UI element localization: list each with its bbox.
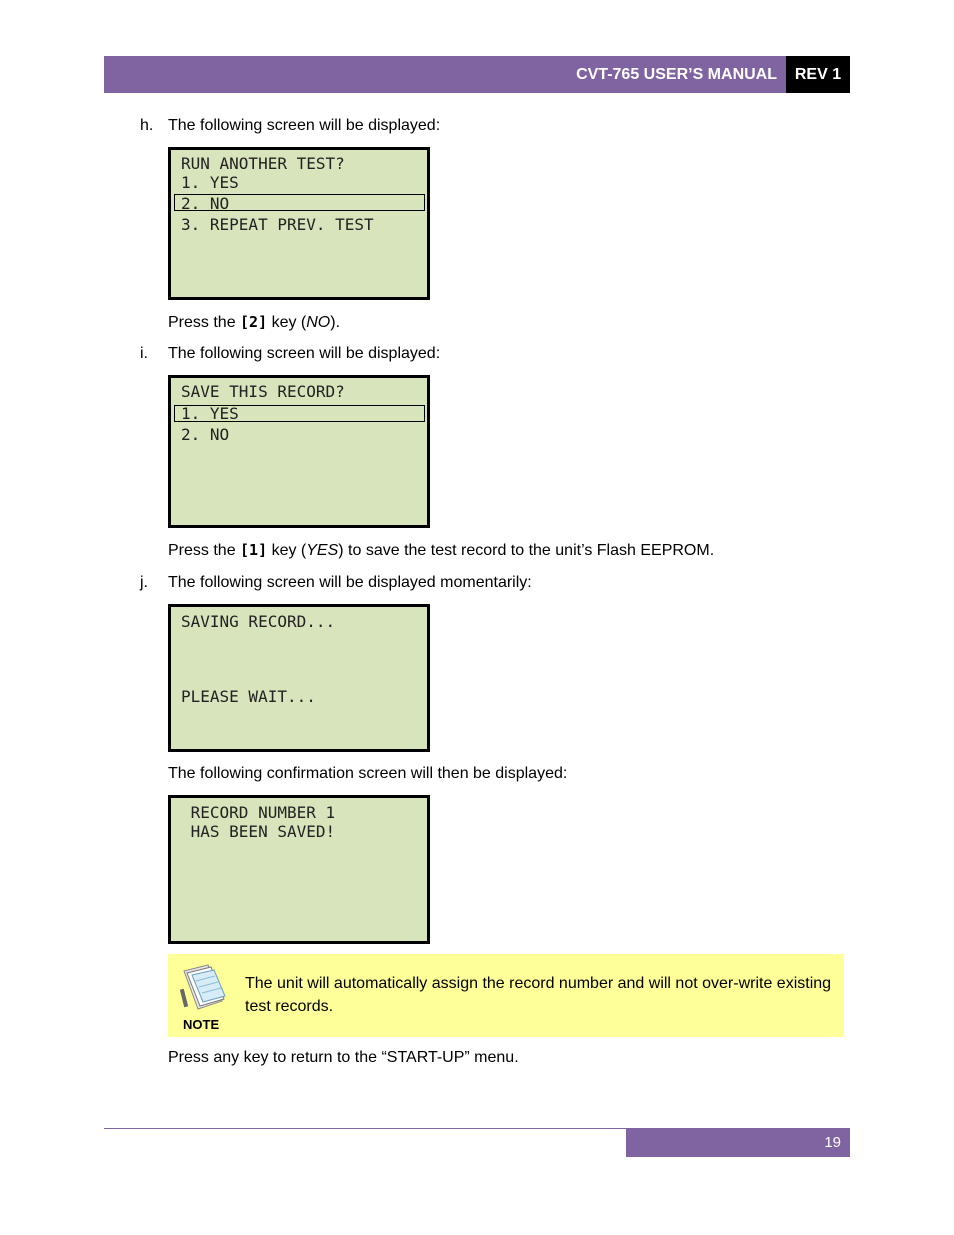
- key-value: YES: [306, 542, 339, 559]
- instruction-text: Press the: [168, 542, 241, 559]
- lcd-screen-save-record: [168, 375, 430, 528]
- lcd-line: 2. NO: [181, 425, 230, 444]
- lcd-line: 3. REPEAT PREV. TEST: [181, 215, 374, 234]
- lcd-line: 2. NO: [181, 194, 230, 213]
- step-text-j: The following screen will be displayed momentarily:: [168, 574, 532, 591]
- revision-label: REV 1: [794, 65, 842, 83]
- lcd-line: 1. YES: [181, 404, 239, 423]
- step-letter-i: i.: [140, 345, 148, 362]
- instruction-press-no: [168, 313, 340, 332]
- lcd-screen-saving: [168, 604, 430, 752]
- step-text-h: The following screen will be displayed:: [168, 117, 441, 134]
- lcd-line: HAS BEEN SAVED!: [181, 822, 336, 841]
- key-value: NO: [306, 314, 331, 331]
- note-label: NOTE: [183, 1017, 220, 1032]
- lcd-line: SAVING RECORD...: [181, 612, 336, 631]
- lcd-line: PLEASE WAIT...: [181, 687, 316, 706]
- return-instruction: Press any key to return to the “START-UP” menu.: [168, 1049, 519, 1066]
- instruction-text: Press the: [168, 314, 241, 331]
- lcd-screen-run-another: [168, 147, 430, 300]
- confirmation-text: The following confirmation screen will then be displayed:: [168, 765, 568, 782]
- lcd-line: SAVE THIS RECORD?: [181, 382, 345, 401]
- lcd-line: RUN ANOTHER TEST?: [181, 154, 345, 173]
- notepad-icon: [178, 961, 230, 1011]
- lcd-line: 1. YES: [181, 173, 239, 192]
- step-letter-j: j.: [140, 574, 148, 591]
- lcd-screen-saved: [168, 795, 430, 944]
- note-callout: [168, 954, 844, 1037]
- manual-title: CVT-765 USER’S MANUAL: [576, 65, 777, 83]
- instruction-text: key (: [267, 542, 307, 559]
- revision-badge: [786, 56, 850, 93]
- page-number: 19: [824, 1134, 841, 1151]
- note-text: The unit will automatically assign the record number and will not over-write existing test records.: [245, 975, 832, 1015]
- instruction-text: ) to save the test record to the unit’s Flash EEPROM.: [338, 542, 715, 559]
- header-bar: [104, 56, 786, 93]
- key-label: [1]: [240, 541, 268, 559]
- footer-bar: [626, 1128, 850, 1157]
- step-letter-h: h.: [140, 117, 154, 134]
- footer-rule: [104, 1128, 626, 1129]
- instruction-text: ).: [330, 314, 341, 331]
- step-text-i: The following screen will be displayed:: [168, 345, 441, 362]
- key-label: [2]: [240, 313, 268, 331]
- instruction-text: key (: [267, 314, 307, 331]
- lcd-line: RECORD NUMBER 1: [181, 803, 336, 822]
- instruction-press-yes: [168, 541, 714, 560]
